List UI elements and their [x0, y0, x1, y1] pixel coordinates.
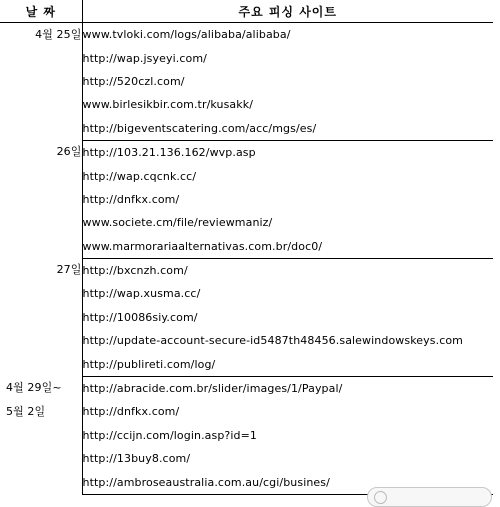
circle-icon [374, 491, 387, 504]
url-cell: http://wap.jsyeyi.com/ [82, 51, 207, 65]
date-cell [0, 23, 82, 141]
table-row [0, 376, 493, 400]
url-cell: http://ambroseaustralia.com.au/cgi/busines/ [82, 470, 493, 494]
url-cell: http://update-account-secure-id5487th48456.salewindowskeys.com [82, 334, 463, 348]
table-row [0, 140, 493, 164]
table-body [0, 23, 493, 495]
url-cell: http://dnfkx.com/ [82, 192, 180, 206]
date-cell [0, 376, 82, 494]
url-cell: http://103.21.136.162/wvp.asp [82, 146, 256, 160]
url-cell: www.marmorariaalternativas.com.br/doc0/ [82, 235, 493, 259]
url-cell: http://dnfkx.com/ [82, 405, 180, 419]
url-cell: http://bxcnzh.com/ [82, 264, 188, 278]
url-cell: www.tvloki.com/logs/alibaba/alibaba/ [82, 28, 291, 42]
url-cell: www.societe.cm/file/reviewmaniz/ [82, 216, 273, 230]
date-text: 4월 29일~ [6, 381, 62, 395]
date-column-header: 날 짜 [0, 0, 82, 23]
url-cell: http://bigeventscatering.com/acc/mgs/es/ [82, 117, 493, 141]
url-cell: http://10086siy.com/ [82, 310, 198, 324]
date-text: 5월 2일 [6, 404, 46, 418]
date-text: 4월 25일 [35, 28, 82, 41]
site-column-header: 주요 피싱 사이트 [82, 0, 493, 23]
url-cell: http://520czl.com/ [82, 74, 185, 88]
url-cell: http://abracide.com.br/slider/images/1/Paypal/ [82, 382, 343, 396]
date-text: 26일 [56, 145, 82, 159]
table-row [0, 258, 493, 282]
table-header-row [0, 0, 493, 23]
url-cell: http://wap.cqcnk.cc/ [82, 169, 197, 183]
url-cell: http://ccijn.com/login.asp?id=1 [82, 428, 258, 442]
url-cell: http://wap.xusma.cc/ [82, 287, 201, 301]
date-cell [0, 140, 82, 258]
floating-overlay-badge [367, 487, 492, 507]
url-cell: www.birlesikbir.com.tr/kusakk/ [82, 98, 254, 112]
date-cell [0, 258, 82, 376]
url-cell: http://13buy8.com/ [82, 452, 191, 466]
date-text: 27일 [56, 263, 82, 277]
table-row [0, 23, 493, 47]
url-cell: http://publireti.com/log/ [82, 352, 493, 376]
